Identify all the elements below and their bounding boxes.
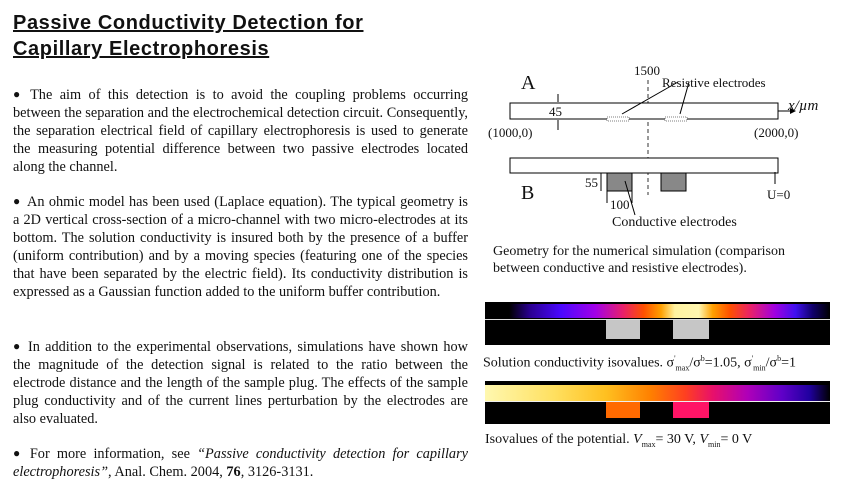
potential-gradient (485, 385, 830, 401)
label-45: 45 (549, 104, 562, 119)
diagram-label-a: A (521, 72, 536, 94)
conductivity-caption: Solution conductivity isovalues. $\sigma'_{max}/\sigma^b=1.05$, $\sigma'_{min}/\sigma^b=1$ (483, 354, 796, 373)
potential-electrode-1 (606, 402, 640, 418)
bullet-icon: ● (13, 446, 24, 460)
conductivity-simulation (485, 302, 830, 345)
label-55: 55 (585, 175, 598, 190)
poster-title: Passive Conductivity Detection for Capillary Electrophoresis (13, 12, 364, 60)
bullet-icon: ● (13, 194, 22, 208)
label-u0: U=0 (767, 187, 791, 202)
conductive-electrode-2 (661, 173, 686, 191)
channel-b (510, 158, 778, 173)
label-resistive-electrodes: Resistive electrodes (662, 75, 766, 90)
geometry-caption: Geometry for the numerical simulation (comparison between conductive and resistive electrodes). (493, 244, 785, 276)
potential-channel-bottom (485, 401, 830, 402)
paragraph-aim: ● The aim of this detection is to avoid the coupling problems occurring between the separation and the electrochemical detection circuit. Consequently, the separation electrical field of capillary electrophoresis is used to generate the measuring potential difference between two passive electrodes located along the channel. (13, 87, 468, 175)
conductivity-gradient (485, 304, 830, 318)
label-x-um: x/µm (788, 98, 819, 114)
paragraph-model: ● An ohmic model has been used (Laplace equation). The typical geometry is a 2D vertical cross-section of a micro-channel with two micro-electrodes at its bottom. The solution conductivity is insured both by the presence of a buffer (uniform contribution) and by a moving species (featuring one of the species that have been separated by the electric field). Its conductivity distribution is expressed as a Gaussian function added to the uniform buffer contribution. (13, 194, 468, 300)
potential-simulation (485, 381, 830, 424)
resistive-electrode-2 (665, 117, 687, 121)
paragraph-reference: ● For more information, see “Passive conductivity detection for capillary electrophoresis”, Anal. Chem. 2004, 76, 3126-3131. (13, 446, 468, 480)
conductivity-electrode-2 (673, 320, 709, 339)
conductivity-electrode-1 (606, 320, 640, 339)
bullet-icon: ● (13, 339, 22, 353)
reference-volume: 76 (226, 464, 241, 480)
conductivity-channel-bottom (485, 319, 830, 320)
diagram-label-b: B (521, 182, 535, 204)
paragraph-simulations: ● In addition to the experimental observations, simulations have shown how the magnitude of the detection signal is related to the ratio between the electrode distance and the length of the sample plug. The effects of the sample plug conductivity and of the current lines perturbation by the electrodes are also evaluated. (13, 339, 468, 427)
potential-electrode-2 (673, 402, 709, 418)
conductive-electrode-1 (607, 173, 632, 191)
label-right-coord: (2000,0) (754, 125, 799, 140)
bullet-icon: ● (13, 87, 25, 101)
label-1500: 1500 (634, 63, 660, 78)
label-conductive-electrodes: Conductive electrodes (612, 215, 737, 230)
reference-title: “Passive conductivity detection for capillary electrophoresis” (13, 446, 468, 480)
potential-caption: Isovalues of the potential. $V_{max}= 30$ V, $V_{min}= 0$ V (485, 432, 753, 449)
label-left-coord: (1000,0) (488, 125, 533, 140)
label-100: 100 (610, 197, 630, 212)
resistive-electrode-1 (607, 117, 629, 121)
